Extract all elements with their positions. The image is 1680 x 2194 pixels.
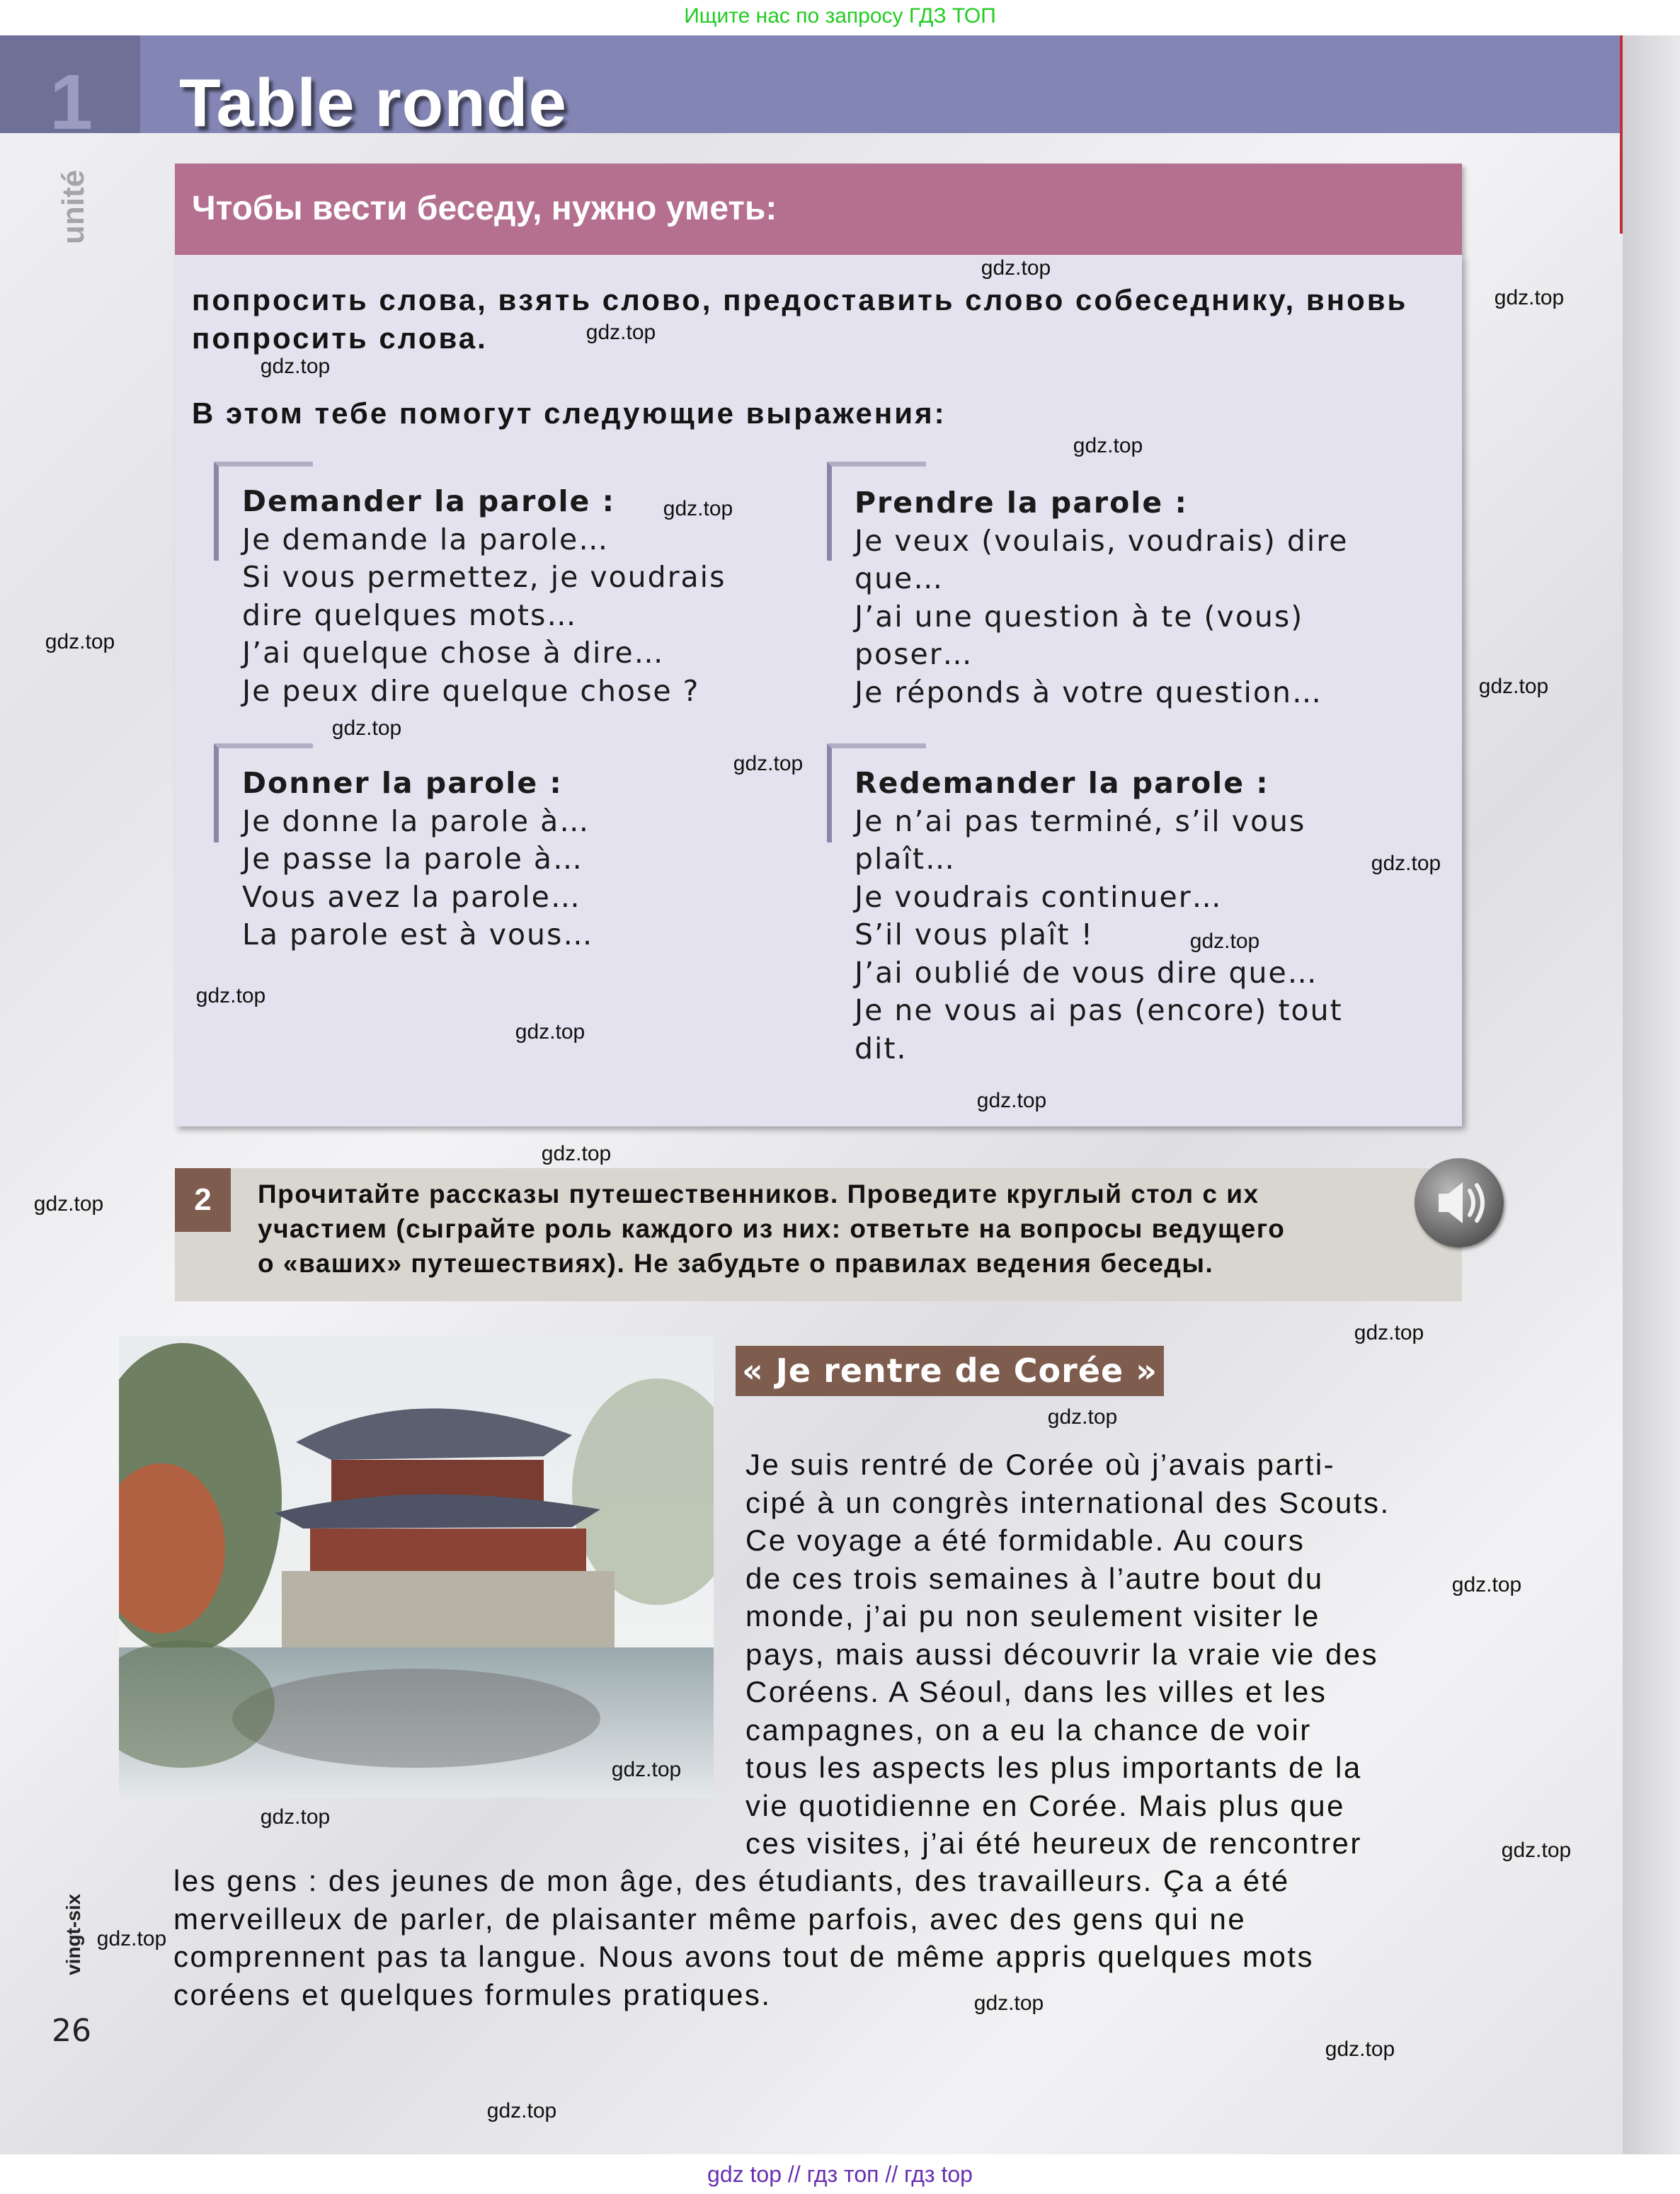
phrase: poser… bbox=[855, 637, 973, 671]
story-line: tous les aspects les plus importants de la bbox=[745, 1751, 1362, 1784]
phrase: Je voudrais continuer… bbox=[855, 879, 1223, 914]
watermark: gdz.top bbox=[981, 256, 1051, 280]
skills-line: попросить слова. bbox=[192, 321, 488, 355]
skills-box bbox=[175, 255, 1462, 1126]
watermark: gdz.top bbox=[331, 716, 402, 740]
phrase: Je n’ai pas terminé, s’il vous bbox=[855, 804, 1306, 838]
group-heading: Demander la parole : bbox=[242, 484, 615, 518]
story-line: vie quotidienne en Corée. Mais plus que bbox=[745, 1788, 1345, 1822]
story-line: campagnes, on a eu la chance de voir bbox=[745, 1713, 1312, 1747]
phrase-group-redemander bbox=[855, 765, 1343, 1068]
phrase: Si vous permettez, je voudrais bbox=[242, 560, 726, 594]
task-line: Прочитайте рассказы путешественников. Проведите круглый стол с их bbox=[258, 1179, 1259, 1209]
watermark: gdz.top bbox=[1047, 1405, 1118, 1429]
task-line: участием (сыграйте роль каждого из них: ответьте на вопросы ведущего bbox=[258, 1214, 1286, 1243]
watermark: gdz.top bbox=[976, 1089, 1047, 1112]
watermark: gdz.top bbox=[1478, 675, 1549, 698]
watermark: gdz.top bbox=[585, 321, 656, 344]
watermark: gdz.top bbox=[260, 1805, 331, 1829]
phrase-group-donner bbox=[242, 765, 593, 954]
speaker-icon[interactable] bbox=[1415, 1158, 1504, 1247]
task-line: о «ваших» путешествиях). Не забудьте о правилах ведения беседы. bbox=[258, 1249, 1214, 1278]
task-number: 2 bbox=[175, 1168, 231, 1232]
story-line: ces visites, j’ai été heureux de rencontrer bbox=[745, 1827, 1362, 1860]
watermark: gdz.top bbox=[1325, 2038, 1395, 2061]
watermark: gdz.top bbox=[1494, 286, 1565, 309]
phrase: dit. bbox=[855, 1031, 908, 1065]
bottom-banner: gdz top // гдз топ // гдз top bbox=[0, 2154, 1680, 2194]
story-line: Je suis rentré de Corée où j’avais parti- bbox=[745, 1448, 1336, 1481]
watermark: gdz.top bbox=[33, 1192, 104, 1216]
watermark: gdz.top bbox=[1073, 434, 1143, 457]
phrase-group-demander bbox=[242, 483, 726, 710]
skills-heading-bar bbox=[175, 164, 1462, 255]
watermark: gdz.top bbox=[973, 1992, 1044, 2015]
watermark: gdz.top bbox=[611, 1758, 682, 1781]
story-line: cipé à un congrès international des Scouts. bbox=[745, 1485, 1390, 1519]
story-line: coréens et quelques formules pratiques. bbox=[173, 1977, 772, 2011]
korean-pavilion-photo bbox=[119, 1336, 714, 1798]
phrase: Je demande la parole… bbox=[242, 522, 610, 556]
phrase: J’ai une question à te (vous) bbox=[855, 599, 1304, 634]
watermark: gdz.top bbox=[195, 984, 266, 1007]
phrase: S’il vous plaît ! bbox=[855, 918, 1095, 952]
phrase: La parole est à vous… bbox=[242, 918, 594, 952]
watermark: gdz.top bbox=[96, 1927, 167, 1950]
page-title: Table ronde bbox=[179, 65, 567, 141]
group-heading: Prendre la parole : bbox=[855, 486, 1188, 520]
story-line: monde, j’ai pu non seulement visiter le bbox=[745, 1599, 1320, 1633]
watermark: gdz.top bbox=[1451, 1573, 1522, 1596]
watermark: gdz.top bbox=[1371, 852, 1441, 875]
watermark: gdz.top bbox=[260, 355, 331, 378]
phrase: Je donne la parole à… bbox=[242, 804, 590, 838]
story-line: de ces trois semaines à l’autre bout du bbox=[745, 1561, 1324, 1595]
group-heading: Redemander la parole : bbox=[855, 766, 1269, 800]
watermark: gdz.top bbox=[45, 630, 115, 653]
top-banner: Ищите нас по запросу ГДЗ ТОП bbox=[0, 0, 1680, 35]
story-line: Ce voyage a été formidable. Au cours bbox=[745, 1524, 1305, 1557]
story-line: pays, mais aussi découvrir la vraie vie des bbox=[745, 1637, 1379, 1671]
story-title: « Je rentre de Corée » bbox=[736, 1346, 1164, 1396]
phrase: Je réponds à votre question… bbox=[855, 675, 1322, 709]
page-number-words: vingt-six bbox=[62, 1893, 84, 1975]
phrase: J’ai quelque chose à dire… bbox=[242, 636, 665, 670]
phrase: Je peux dire quelque chose ? bbox=[242, 673, 700, 708]
page-edge bbox=[1623, 35, 1680, 2154]
phrase: Je ne vous ai pas (encore) tout bbox=[855, 993, 1343, 1027]
page-number: 26 bbox=[52, 2013, 91, 2049]
watermark: gdz.top bbox=[515, 1020, 585, 1044]
phrase: Je passe la parole à… bbox=[242, 842, 583, 876]
watermark: gdz.top bbox=[1501, 1839, 1572, 1862]
watermark: gdz.top bbox=[663, 497, 733, 520]
unit-label: unité bbox=[56, 169, 91, 244]
skills-heading: Чтобы вести беседу, нужно уметь: bbox=[192, 190, 777, 227]
story-line: Coréens. A Séoul, dans les villes et les bbox=[745, 1675, 1327, 1708]
phrase: Vous avez la parole… bbox=[242, 879, 581, 914]
watermark: gdz.top bbox=[1189, 930, 1260, 953]
watermark: gdz.top bbox=[541, 1142, 612, 1165]
watermark: gdz.top bbox=[1354, 1321, 1424, 1344]
group-heading: Donner la parole : bbox=[242, 766, 563, 800]
phrase: dire quelques mots… bbox=[242, 598, 578, 632]
skills-line: попросить слова, взять слово, предоставить слово собеседнику, вновь bbox=[192, 283, 1408, 316]
watermark: gdz.top bbox=[486, 2099, 557, 2122]
phrase: Je veux (voulais, voudrais) dire bbox=[855, 523, 1349, 558]
story-line: comprennent pas ta langue. Nous avons tout de même appris quelques mots bbox=[173, 1940, 1315, 1973]
unit-number: 1 bbox=[50, 59, 93, 146]
story-line: les gens : des jeunes de mon âge, des étudiants, des travailleurs. Ça a été bbox=[173, 1864, 1290, 1897]
page-edge-line bbox=[1620, 35, 1623, 234]
phrase-group-prendre bbox=[855, 484, 1349, 712]
helper-heading: В этом тебе помогут следующие выражения: bbox=[192, 396, 947, 430]
phrase: que… bbox=[855, 561, 944, 595]
phrase: plaît… bbox=[855, 842, 956, 876]
watermark: gdz.top bbox=[733, 752, 804, 775]
story-line: merveilleux de parler, de plaisanter même parfois, avec des gens qui ne bbox=[173, 1902, 1247, 1936]
phrase: J’ai oublié de vous dire que… bbox=[855, 955, 1318, 990]
